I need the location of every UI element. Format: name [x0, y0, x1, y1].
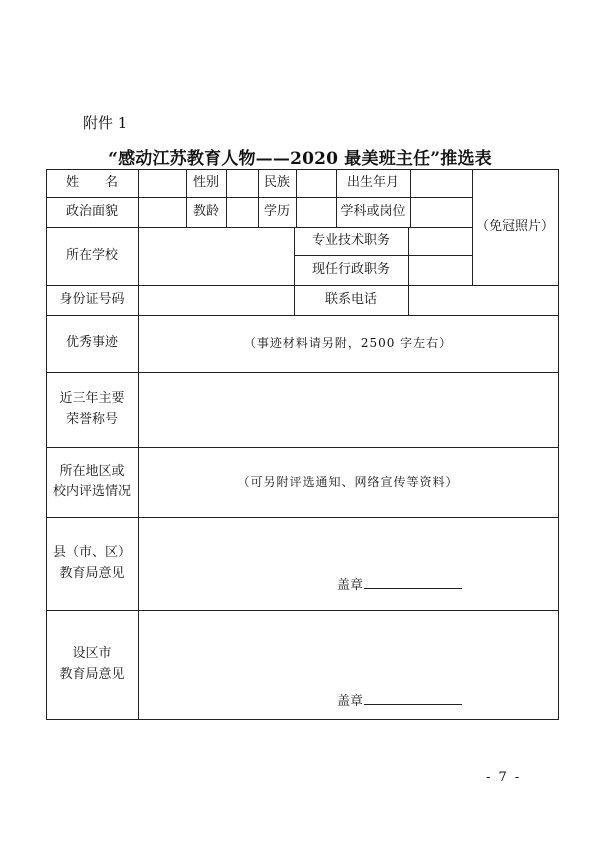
- attachment-label: 附件 1: [83, 114, 128, 132]
- county-seal-label: 盖章: [337, 578, 364, 593]
- subject-post-label: 学科或岗位: [340, 203, 406, 219]
- ethnicity-label: 民族: [263, 174, 290, 190]
- city-opinion-label: 设区市 教育局意见: [59, 646, 125, 682]
- photo-placeholder: （免冠照片）: [475, 218, 554, 234]
- teaching-years-label: 教龄: [192, 203, 219, 219]
- col-line: [296, 169, 297, 227]
- county-opinion-label: 县（市、区） 教育局意见: [52, 545, 131, 581]
- honors-label: 近三年主要 荣誉称号: [59, 391, 125, 427]
- table-border-bottom: [46, 719, 559, 720]
- city-seal-line: [364, 704, 462, 705]
- school-label: 所在学校: [65, 247, 118, 263]
- birth-date-label: 出生年月: [346, 174, 399, 190]
- review-note: （可另附评选通知、网络宣传等资料）: [237, 474, 459, 489]
- col-line: [408, 227, 409, 315]
- table-border-right: [558, 169, 559, 720]
- col-line: [226, 169, 227, 227]
- local-review-label: 所在地区或 校内评选情况: [52, 463, 131, 499]
- deeds-note: （事迹材料请另附，2500 字左右）: [243, 336, 453, 351]
- name-label: 姓 名: [65, 174, 118, 190]
- phone-label: 联系电话: [324, 291, 377, 307]
- education-label: 学历: [263, 203, 290, 219]
- page-number: - 7 -: [486, 770, 522, 785]
- gender-label: 性别: [192, 174, 219, 190]
- label-column-line: [138, 169, 139, 720]
- form-title: “感动江苏教育人物——2020 最美班主任”推选表: [108, 149, 492, 169]
- city-seal-label: 盖章: [337, 694, 364, 709]
- professional-title-label: 专业技术职务: [311, 232, 390, 248]
- political-status-label: 政治面貌: [65, 203, 118, 219]
- col-line: [410, 169, 411, 227]
- id-number-label: 身份证号码: [59, 291, 125, 307]
- deeds-label: 优秀事迹: [65, 335, 118, 351]
- admin-post-label: 现任行政职务: [311, 261, 390, 277]
- county-seal-line: [364, 588, 462, 589]
